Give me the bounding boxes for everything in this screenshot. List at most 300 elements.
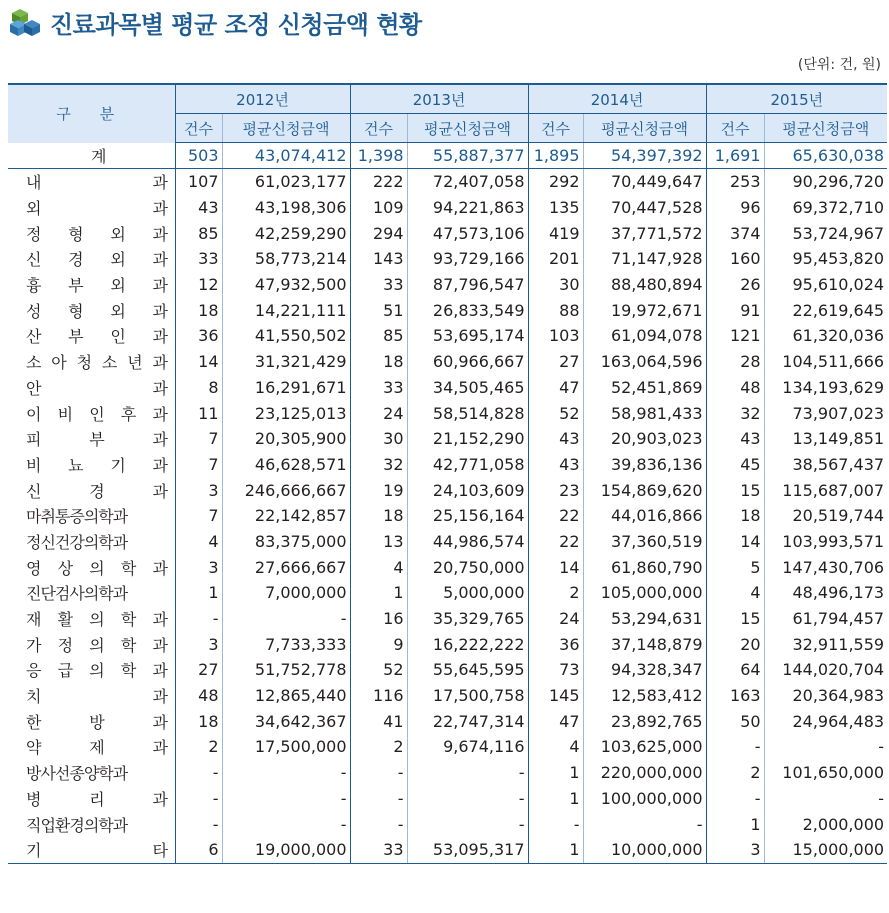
cell-amount: 20,903,023 <box>583 426 706 452</box>
cell-amount: 34,642,367 <box>222 708 350 734</box>
table-row <box>8 400 887 426</box>
cell-amount: 22,142,857 <box>222 503 350 529</box>
cell-count: 503 <box>175 143 222 169</box>
cell-count: 20 <box>706 631 764 657</box>
cell-count: 419 <box>528 220 583 246</box>
row-label <box>8 786 175 812</box>
cell-count: 52 <box>528 400 583 426</box>
cell-count: 33 <box>350 375 407 401</box>
cell-amount: 34,505,465 <box>407 375 528 401</box>
header-count: 건수 <box>350 114 407 143</box>
cell-count: 107 <box>175 169 222 195</box>
cell-count: 26 <box>706 272 764 298</box>
table-row <box>8 786 887 812</box>
cell-count: 27 <box>528 349 583 375</box>
row-label-text: 응 급 의 학 과 <box>26 661 168 681</box>
cell-count: 294 <box>350 220 407 246</box>
cell-count: 14 <box>528 554 583 580</box>
cell-count: 2 <box>175 734 222 760</box>
row-label-text: 신 경 외 과 <box>26 250 168 270</box>
cell-count: 7 <box>175 503 222 529</box>
table-row <box>8 837 887 863</box>
cell-count: 50 <box>706 708 764 734</box>
table-row <box>8 349 887 375</box>
cell-count: 32 <box>706 400 764 426</box>
cell-count: 14 <box>706 529 764 555</box>
cell-amount: 37,148,879 <box>583 631 706 657</box>
cell-count: 3 <box>175 554 222 580</box>
cell-amount: 46,628,571 <box>222 452 350 478</box>
cell-count: 7 <box>175 426 222 452</box>
header-count: 건수 <box>528 114 583 143</box>
cell-count: 143 <box>350 246 407 272</box>
table-row <box>8 272 887 298</box>
cell-amount: 24,964,483 <box>764 708 887 734</box>
table-row <box>8 169 887 195</box>
cell-count: 19 <box>350 477 407 503</box>
total-label: 계 <box>8 143 175 169</box>
cell-amount: 53,724,967 <box>764 220 887 246</box>
header-year-2012: 2012년 <box>175 84 350 114</box>
cell-count: 1 <box>528 760 583 786</box>
cell-count: 18 <box>350 503 407 529</box>
header-corner: 구 분 <box>8 84 175 143</box>
cell-amount: - <box>407 786 528 812</box>
table-row <box>8 195 887 221</box>
cell-count: 3 <box>706 837 764 863</box>
cell-amount: 20,364,983 <box>764 683 887 709</box>
cell-amount: 72,407,058 <box>407 169 528 195</box>
page-title: 진료과목별 평균 조정 신청금액 현황 <box>50 10 422 39</box>
cell-count: 41 <box>350 708 407 734</box>
cell-count: 47 <box>528 708 583 734</box>
cell-amount: 39,836,136 <box>583 452 706 478</box>
header-year-2014: 2014년 <box>528 84 706 114</box>
table-row <box>8 606 887 632</box>
cell-amount: 22,619,645 <box>764 297 887 323</box>
cell-amount: 47,573,106 <box>407 220 528 246</box>
row-label <box>8 708 175 734</box>
cell-count: 22 <box>528 503 583 529</box>
cell-count: 1 <box>175 580 222 606</box>
cell-count: 11 <box>175 400 222 426</box>
cell-amount: 103,993,571 <box>764 529 887 555</box>
row-label-text: 정 형 외 과 <box>26 224 168 244</box>
row-label <box>8 760 175 786</box>
cell-count: 145 <box>528 683 583 709</box>
cell-amount: 16,291,671 <box>222 375 350 401</box>
row-label <box>8 452 175 478</box>
cell-amount: 47,932,500 <box>222 272 350 298</box>
data-table <box>8 83 887 864</box>
cell-count: 30 <box>350 426 407 452</box>
cell-amount: 73,907,023 <box>764 400 887 426</box>
row-label <box>8 169 175 195</box>
cell-count: 36 <box>528 631 583 657</box>
cell-count: 116 <box>350 683 407 709</box>
cell-count: - <box>175 811 222 837</box>
cell-count: - <box>706 786 764 812</box>
row-label <box>8 503 175 529</box>
cell-amount: 104,511,666 <box>764 349 887 375</box>
cell-amount: 22,747,314 <box>407 708 528 734</box>
table-row <box>8 631 887 657</box>
cell-amount: 55,887,377 <box>407 143 528 169</box>
row-label-text: 방사선종양학과 <box>26 764 128 784</box>
cell-count: 24 <box>528 606 583 632</box>
cell-count: 121 <box>706 323 764 349</box>
cell-amount: 95,453,820 <box>764 246 887 272</box>
cell-amount: 23,892,765 <box>583 708 706 734</box>
row-label-text: 피 부 과 <box>26 430 168 450</box>
cell-count: 24 <box>350 400 407 426</box>
table-row <box>8 220 887 246</box>
cell-count: 18 <box>175 297 222 323</box>
cell-amount: 69,372,710 <box>764 195 887 221</box>
cell-amount: 53,294,631 <box>583 606 706 632</box>
cell-count: 1,691 <box>706 143 764 169</box>
cell-amount: 154,869,620 <box>583 477 706 503</box>
cell-amount: 17,500,758 <box>407 683 528 709</box>
cell-count: 30 <box>528 272 583 298</box>
row-label <box>8 683 175 709</box>
header-count: 건수 <box>706 114 764 143</box>
cell-count: 33 <box>175 246 222 272</box>
cell-count: 88 <box>528 297 583 323</box>
cell-count: 45 <box>706 452 764 478</box>
table-row <box>8 529 887 555</box>
cell-count: 47 <box>528 375 583 401</box>
row-label-text: 성 형 외 과 <box>26 301 168 321</box>
row-label <box>8 246 175 272</box>
row-label-text: 소 아 청 소 년 과 <box>26 353 168 373</box>
row-label <box>8 734 175 760</box>
table-row <box>8 683 887 709</box>
cell-count: 292 <box>528 169 583 195</box>
row-label-text: 흉 부 외 과 <box>26 276 168 296</box>
cell-amount: 16,222,222 <box>407 631 528 657</box>
cell-count: 32 <box>350 452 407 478</box>
cell-count: 8 <box>175 375 222 401</box>
cell-amount: 61,794,457 <box>764 606 887 632</box>
cell-amount: 17,500,000 <box>222 734 350 760</box>
table-row <box>8 452 887 478</box>
cell-count: 52 <box>350 657 407 683</box>
header-year-2013: 2013년 <box>350 84 528 114</box>
cell-amount: 246,666,667 <box>222 477 350 503</box>
cell-count: - <box>528 811 583 837</box>
cell-count: - <box>175 786 222 812</box>
table-row <box>8 580 887 606</box>
cell-count: 73 <box>528 657 583 683</box>
cell-count: 43 <box>528 452 583 478</box>
cell-count: 27 <box>175 657 222 683</box>
row-label-text: 외 과 <box>26 199 168 219</box>
row-label-text: 이 비 인 후 과 <box>26 404 168 424</box>
row-label-text: 재 활 의 학 과 <box>26 610 168 630</box>
cell-amount: 38,567,437 <box>764 452 887 478</box>
cell-amount: 19,972,671 <box>583 297 706 323</box>
cell-count: 5 <box>706 554 764 580</box>
page-title-area <box>8 6 422 38</box>
cell-amount: 25,156,164 <box>407 503 528 529</box>
cell-amount: 83,375,000 <box>222 529 350 555</box>
cell-amount: 70,447,528 <box>583 195 706 221</box>
cell-count: 12 <box>175 272 222 298</box>
row-label-text: 마취통증의학과 <box>26 507 128 527</box>
cell-amount: - <box>407 760 528 786</box>
cell-amount: 220,000,000 <box>583 760 706 786</box>
row-label <box>8 272 175 298</box>
row-label <box>8 477 175 503</box>
cell-amount: 163,064,596 <box>583 349 706 375</box>
row-label <box>8 297 175 323</box>
cell-count: 13 <box>350 529 407 555</box>
cell-amount: 35,329,765 <box>407 606 528 632</box>
cell-count: 91 <box>706 297 764 323</box>
cell-count: 18 <box>175 708 222 734</box>
cell-count: 2 <box>706 760 764 786</box>
cell-amount: 48,496,173 <box>764 580 887 606</box>
table-row <box>8 297 887 323</box>
cell-amount: 105,000,000 <box>583 580 706 606</box>
cell-count: - <box>175 606 222 632</box>
cell-count: 253 <box>706 169 764 195</box>
cell-count: 14 <box>175 349 222 375</box>
cell-amount: 94,328,347 <box>583 657 706 683</box>
cell-count: 33 <box>350 837 407 863</box>
row-label <box>8 811 175 837</box>
header-amount: 평균신청금액 <box>583 114 706 143</box>
cell-count: - <box>706 734 764 760</box>
cell-count: 3 <box>175 631 222 657</box>
cell-count: 64 <box>706 657 764 683</box>
cell-amount: - <box>583 811 706 837</box>
row-label-text: 내 과 <box>26 173 168 193</box>
cell-amount: - <box>764 734 887 760</box>
header-amount: 평균신청금액 <box>407 114 528 143</box>
cell-amount: 100,000,000 <box>583 786 706 812</box>
cell-count: 7 <box>175 452 222 478</box>
cell-amount: 147,430,706 <box>764 554 887 580</box>
row-label-text: 정신건강의학과 <box>26 532 128 552</box>
cell-count: 15 <box>706 606 764 632</box>
cell-amount: - <box>764 786 887 812</box>
cell-amount: - <box>222 811 350 837</box>
cell-count: 1 <box>706 811 764 837</box>
unit-note: (단위: 건, 원) <box>797 57 881 73</box>
cell-amount: 31,321,429 <box>222 349 350 375</box>
cell-count: 43 <box>706 426 764 452</box>
cell-amount: 60,966,667 <box>407 349 528 375</box>
cell-count: - <box>350 786 407 812</box>
cell-amount: 2,000,000 <box>764 811 887 837</box>
cell-count: 103 <box>528 323 583 349</box>
row-label-text: 직업환경의학과 <box>26 815 128 835</box>
row-label <box>8 657 175 683</box>
table-row <box>8 246 887 272</box>
row-label <box>8 375 175 401</box>
cell-count: 85 <box>175 220 222 246</box>
row-label-text: 가 정 의 학 과 <box>26 635 168 655</box>
table-row <box>8 554 887 580</box>
cell-count: 43 <box>528 426 583 452</box>
row-label-text: 진단검사의학과 <box>26 584 128 604</box>
cell-amount: 103,625,000 <box>583 734 706 760</box>
cell-count: 23 <box>528 477 583 503</box>
cell-amount: 44,986,574 <box>407 529 528 555</box>
cell-amount: 95,610,024 <box>764 272 887 298</box>
cell-amount: 61,320,036 <box>764 323 887 349</box>
cell-amount: 23,125,013 <box>222 400 350 426</box>
cell-count: 43 <box>175 195 222 221</box>
cell-amount: 44,016,866 <box>583 503 706 529</box>
table-row <box>8 503 887 529</box>
cell-count: 85 <box>350 323 407 349</box>
cell-amount: - <box>407 811 528 837</box>
cell-amount: 51,752,778 <box>222 657 350 683</box>
table-row <box>8 734 887 760</box>
total-row <box>8 143 887 169</box>
row-label-text: 기 타 <box>26 841 168 861</box>
cell-count: 109 <box>350 195 407 221</box>
cell-count: 2 <box>528 580 583 606</box>
row-label <box>8 426 175 452</box>
row-label <box>8 349 175 375</box>
cell-amount: 5,000,000 <box>407 580 528 606</box>
cell-count: 96 <box>706 195 764 221</box>
row-label-text: 병 리 과 <box>26 789 168 809</box>
cell-amount: - <box>222 786 350 812</box>
cell-amount: 12,865,440 <box>222 683 350 709</box>
row-label <box>8 529 175 555</box>
cell-amount: 42,259,290 <box>222 220 350 246</box>
row-label-text: 약 제 과 <box>26 738 168 758</box>
cell-count: 22 <box>528 529 583 555</box>
stacked-cubes-icon <box>8 7 44 37</box>
row-label <box>8 323 175 349</box>
cell-count: 4 <box>175 529 222 555</box>
cell-amount: 70,449,647 <box>583 169 706 195</box>
header-row-years <box>8 84 887 114</box>
cell-count: - <box>350 811 407 837</box>
cell-amount: 7,733,333 <box>222 631 350 657</box>
header-amount: 평균신청금액 <box>764 114 887 143</box>
cell-amount: 53,695,174 <box>407 323 528 349</box>
cell-amount: 101,650,000 <box>764 760 887 786</box>
cell-count: 163 <box>706 683 764 709</box>
cell-amount: 43,198,306 <box>222 195 350 221</box>
cell-count: 4 <box>350 554 407 580</box>
cell-amount: 93,729,166 <box>407 246 528 272</box>
cell-amount: 15,000,000 <box>764 837 887 863</box>
cell-amount: 58,773,214 <box>222 246 350 272</box>
cell-amount: 42,771,058 <box>407 452 528 478</box>
cell-amount: 20,305,900 <box>222 426 350 452</box>
cell-count: 36 <box>175 323 222 349</box>
row-label <box>8 631 175 657</box>
table-row <box>8 760 887 786</box>
cell-amount: 27,666,667 <box>222 554 350 580</box>
header-count: 건수 <box>175 114 222 143</box>
table-row <box>8 657 887 683</box>
cell-count: 28 <box>706 349 764 375</box>
cell-count: 160 <box>706 246 764 272</box>
cell-amount: 58,514,828 <box>407 400 528 426</box>
cell-count: 6 <box>175 837 222 863</box>
cell-count: 15 <box>706 477 764 503</box>
cell-count: 48 <box>175 683 222 709</box>
cell-amount: - <box>222 606 350 632</box>
cell-count: 18 <box>350 349 407 375</box>
table-row <box>8 811 887 837</box>
cell-count: 3 <box>175 477 222 503</box>
cell-amount: 71,147,928 <box>583 246 706 272</box>
row-label-text: 한 방 과 <box>26 712 168 732</box>
cell-count: 1,895 <box>528 143 583 169</box>
row-label <box>8 554 175 580</box>
cell-amount: 26,833,549 <box>407 297 528 323</box>
cell-amount: 20,750,000 <box>407 554 528 580</box>
cell-amount: 43,074,412 <box>222 143 350 169</box>
row-label <box>8 220 175 246</box>
cell-amount: 90,296,720 <box>764 169 887 195</box>
cell-amount: 14,221,111 <box>222 297 350 323</box>
cell-amount: 54,397,392 <box>583 143 706 169</box>
table-row <box>8 323 887 349</box>
cell-count: - <box>350 760 407 786</box>
row-label-text: 안 과 <box>26 378 168 398</box>
cell-amount: 94,221,863 <box>407 195 528 221</box>
cell-amount: - <box>222 760 350 786</box>
cell-amount: 37,360,519 <box>583 529 706 555</box>
cell-count: 51 <box>350 297 407 323</box>
cell-count: 135 <box>528 195 583 221</box>
cell-amount: 115,687,007 <box>764 477 887 503</box>
cell-count: 1 <box>528 837 583 863</box>
cell-amount: 55,645,595 <box>407 657 528 683</box>
cell-amount: 134,193,629 <box>764 375 887 401</box>
row-label <box>8 580 175 606</box>
cell-amount: 53,095,317 <box>407 837 528 863</box>
cell-count: 1,398 <box>350 143 407 169</box>
cell-amount: 10,000,000 <box>583 837 706 863</box>
cell-amount: 24,103,609 <box>407 477 528 503</box>
row-label-text: 신 경 과 <box>26 481 168 501</box>
cell-count: 9 <box>350 631 407 657</box>
cell-count: 18 <box>706 503 764 529</box>
row-label <box>8 837 175 863</box>
cell-count: 222 <box>350 169 407 195</box>
row-label-text: 치 과 <box>26 687 168 707</box>
cell-amount: 61,860,790 <box>583 554 706 580</box>
cell-count: 1 <box>528 786 583 812</box>
row-label-text: 영 상 의 학 과 <box>26 558 168 578</box>
header-year-2015: 2015년 <box>706 84 887 114</box>
row-label-text: 비 뇨 기 과 <box>26 455 168 475</box>
cell-amount: 58,981,433 <box>583 400 706 426</box>
cell-amount: 52,451,869 <box>583 375 706 401</box>
cell-amount: 20,519,744 <box>764 503 887 529</box>
cell-count: 4 <box>528 734 583 760</box>
cell-count: 374 <box>706 220 764 246</box>
cell-amount: 65,630,038 <box>764 143 887 169</box>
cell-amount: 21,152,290 <box>407 426 528 452</box>
cell-amount: 61,023,177 <box>222 169 350 195</box>
row-label-text: 산 부 인 과 <box>26 327 168 347</box>
cell-amount: 37,771,572 <box>583 220 706 246</box>
table-row <box>8 375 887 401</box>
